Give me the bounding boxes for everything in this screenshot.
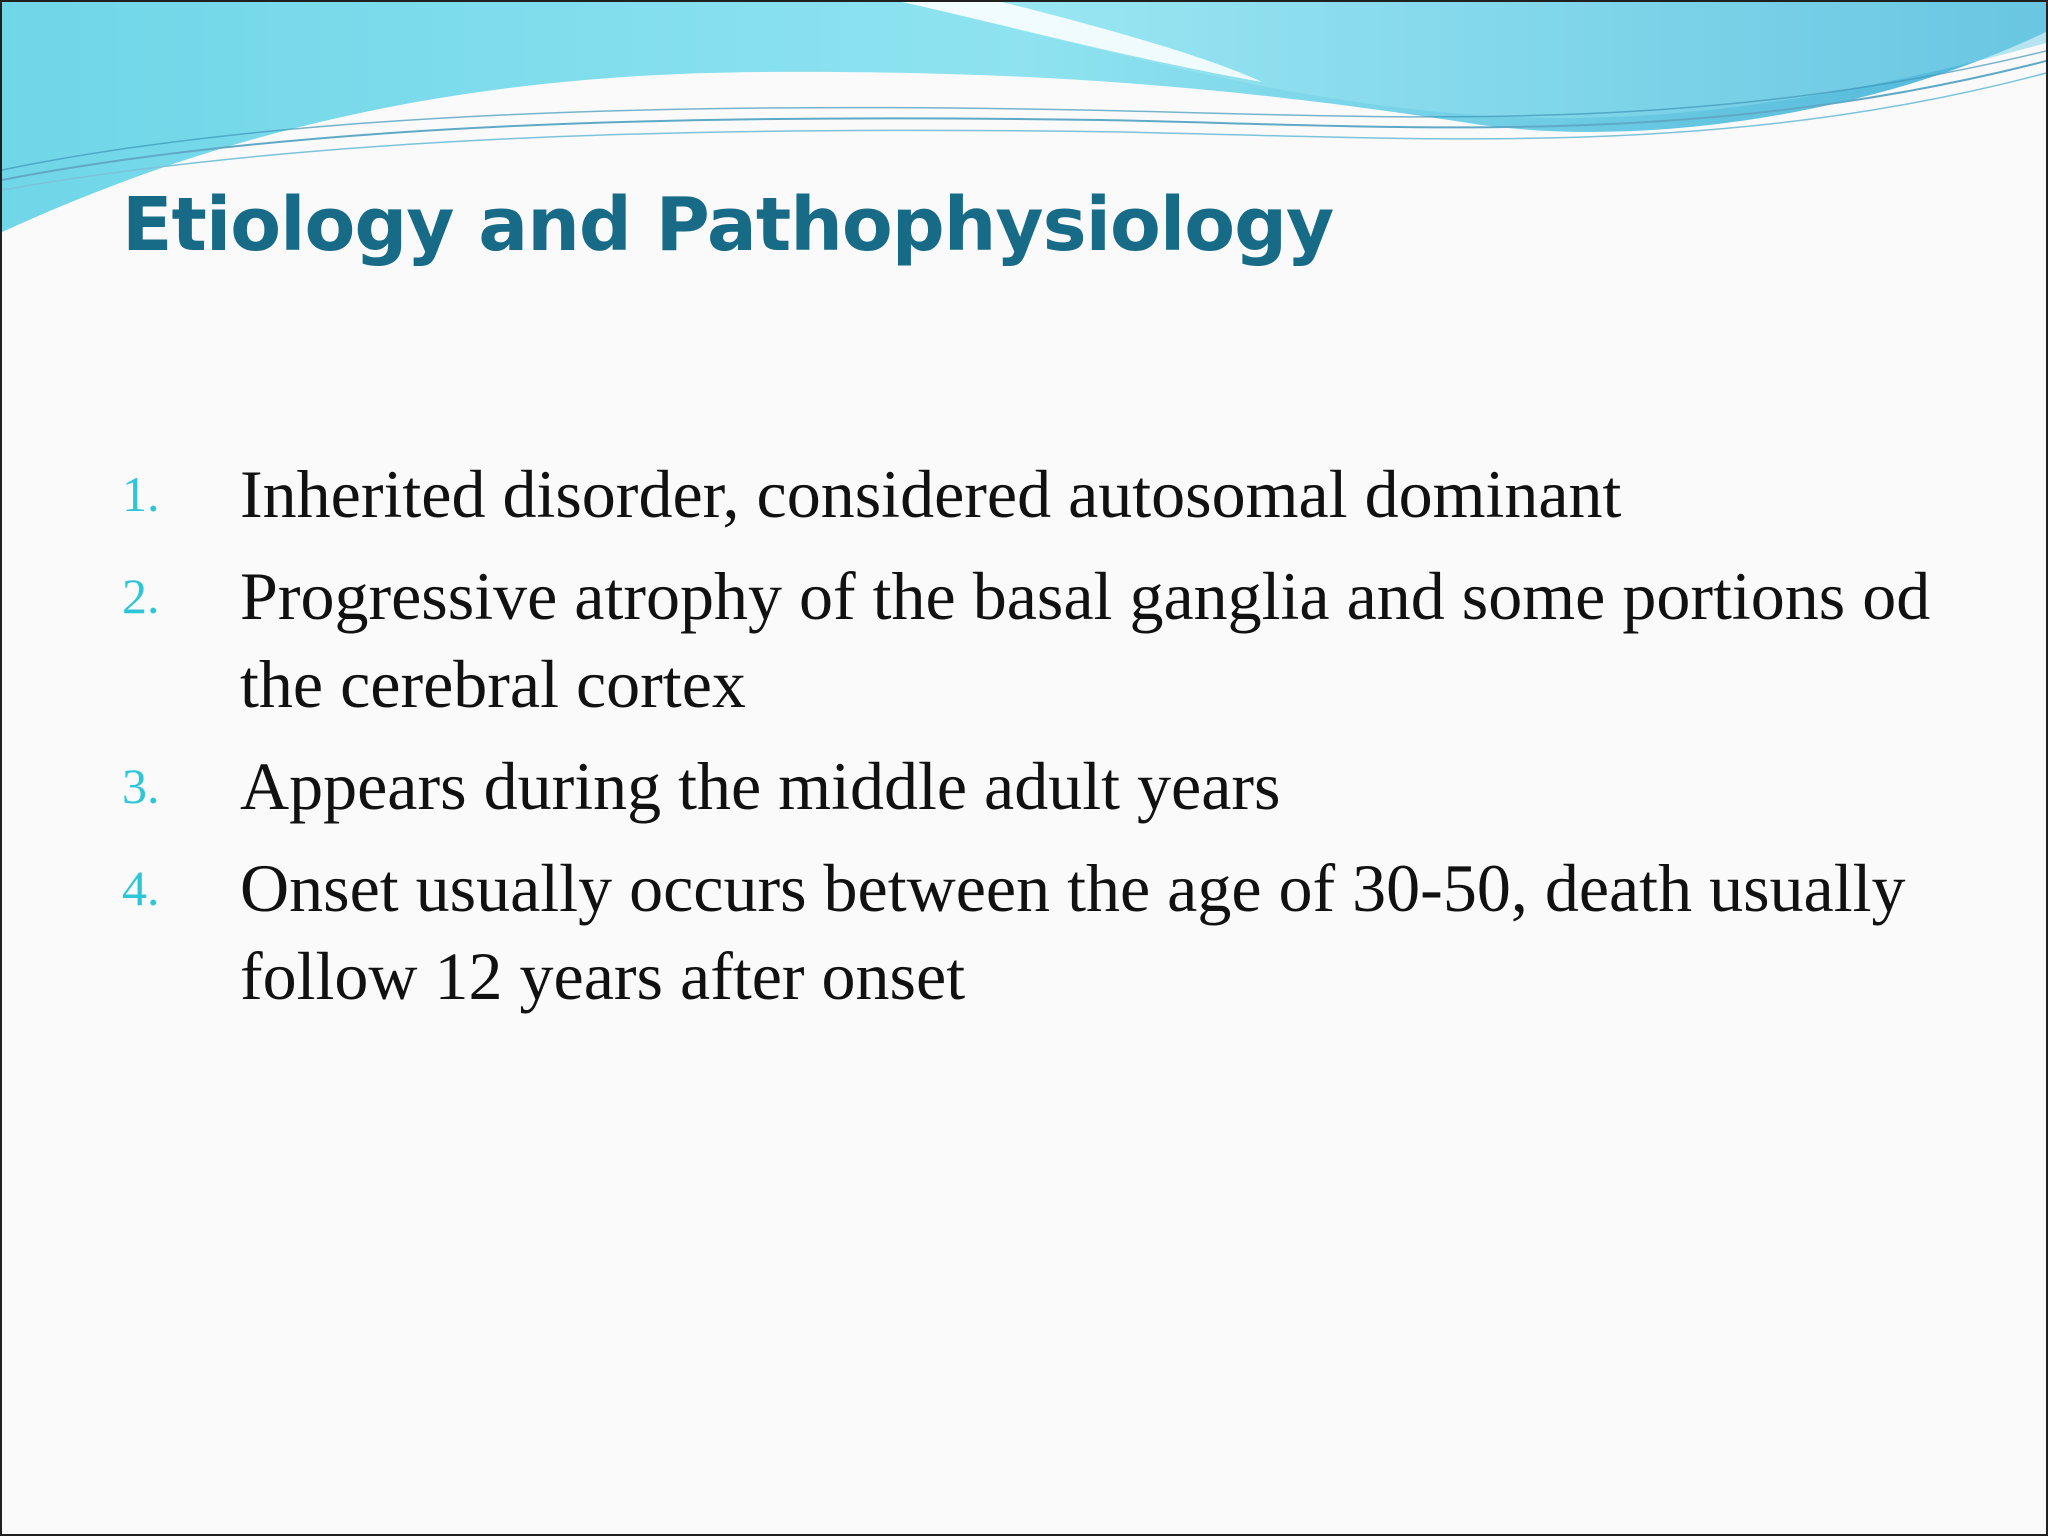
list-item-text: Progressive atrophy of the basal ganglia and some portions od the cerebral cortex [240, 558, 1931, 722]
list-item-number: 1. [122, 466, 160, 522]
list-item-text: Onset usually occurs between the age of 30-50, death usually follow 12 years after onset [240, 850, 1906, 1014]
list-item-number: 3. [122, 758, 160, 814]
list-item-text: Appears during the middle adult years [240, 748, 1281, 824]
list-item-text: Inherited disorder, considered autosomal dominant [240, 456, 1622, 532]
slide-title: Etiology and Pathophysiology [122, 182, 1334, 268]
list-item [122, 844, 2002, 1020]
list-item [122, 552, 2002, 728]
list-item [122, 450, 2002, 538]
list-item-number: 4. [122, 860, 160, 916]
list-item-number: 2. [122, 568, 160, 624]
list-item [122, 742, 2002, 830]
numbered-list [122, 450, 2002, 1034]
